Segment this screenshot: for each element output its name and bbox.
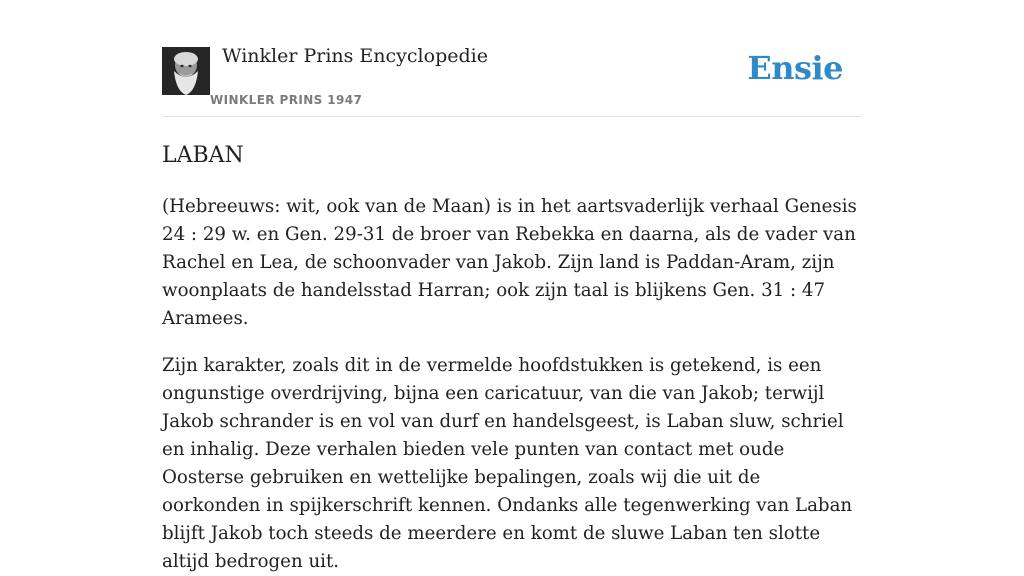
article-paragraph-1: (Hebreeuws: wit, ook van de Maan) is in het aartsvaderlijk verhaal Genesis 24 : 29 w. en Gen. 29-31 de broer van Rebekka en daarna, als de vader van Rachel en Lea, de schoonvader van Jakob. Zijn land is Paddan-Aram, zijn woonplaats de handelsstad Harran; ook zijn taal is blijkens Gen. 31 : 47 Aramees.	[162, 196, 857, 329]
avatar[interactable]	[162, 47, 210, 95]
article-title: LABAN	[162, 143, 244, 168]
source-subtitle: WINKLER PRINS 1947	[210, 93, 363, 107]
article-paragraph-2: Zijn karakter, zoals dit in de vermelde hoofdstukken is getekend, is een ongunstige overdrijving, bijna een caricatuur, van die van Jakob; terwijl Jakob schrander is en vol van durf en handelsgeest, is Laban sluw, schriel en inhalig. Deze verhalen bieden vele punten van contact met oude Oosterse gebruiken en wettelijke bepalingen, zoals wij die uit de oorkonden in spijkerschrift kennen. Ondanks alle tegenwerking van Laban blijft Jakob toch steeds de meerdere en komt de sluwe Laban ten slotte altijd bedrogen uit.	[162, 355, 853, 572]
header	[162, 0, 862, 117]
bearded-man-portrait-icon	[162, 47, 210, 95]
brand-logo-link[interactable]: Ensie	[747, 49, 843, 87]
content-column	[162, 0, 862, 576]
source-title[interactable]: Winkler Prins Encyclopedie	[222, 45, 488, 67]
